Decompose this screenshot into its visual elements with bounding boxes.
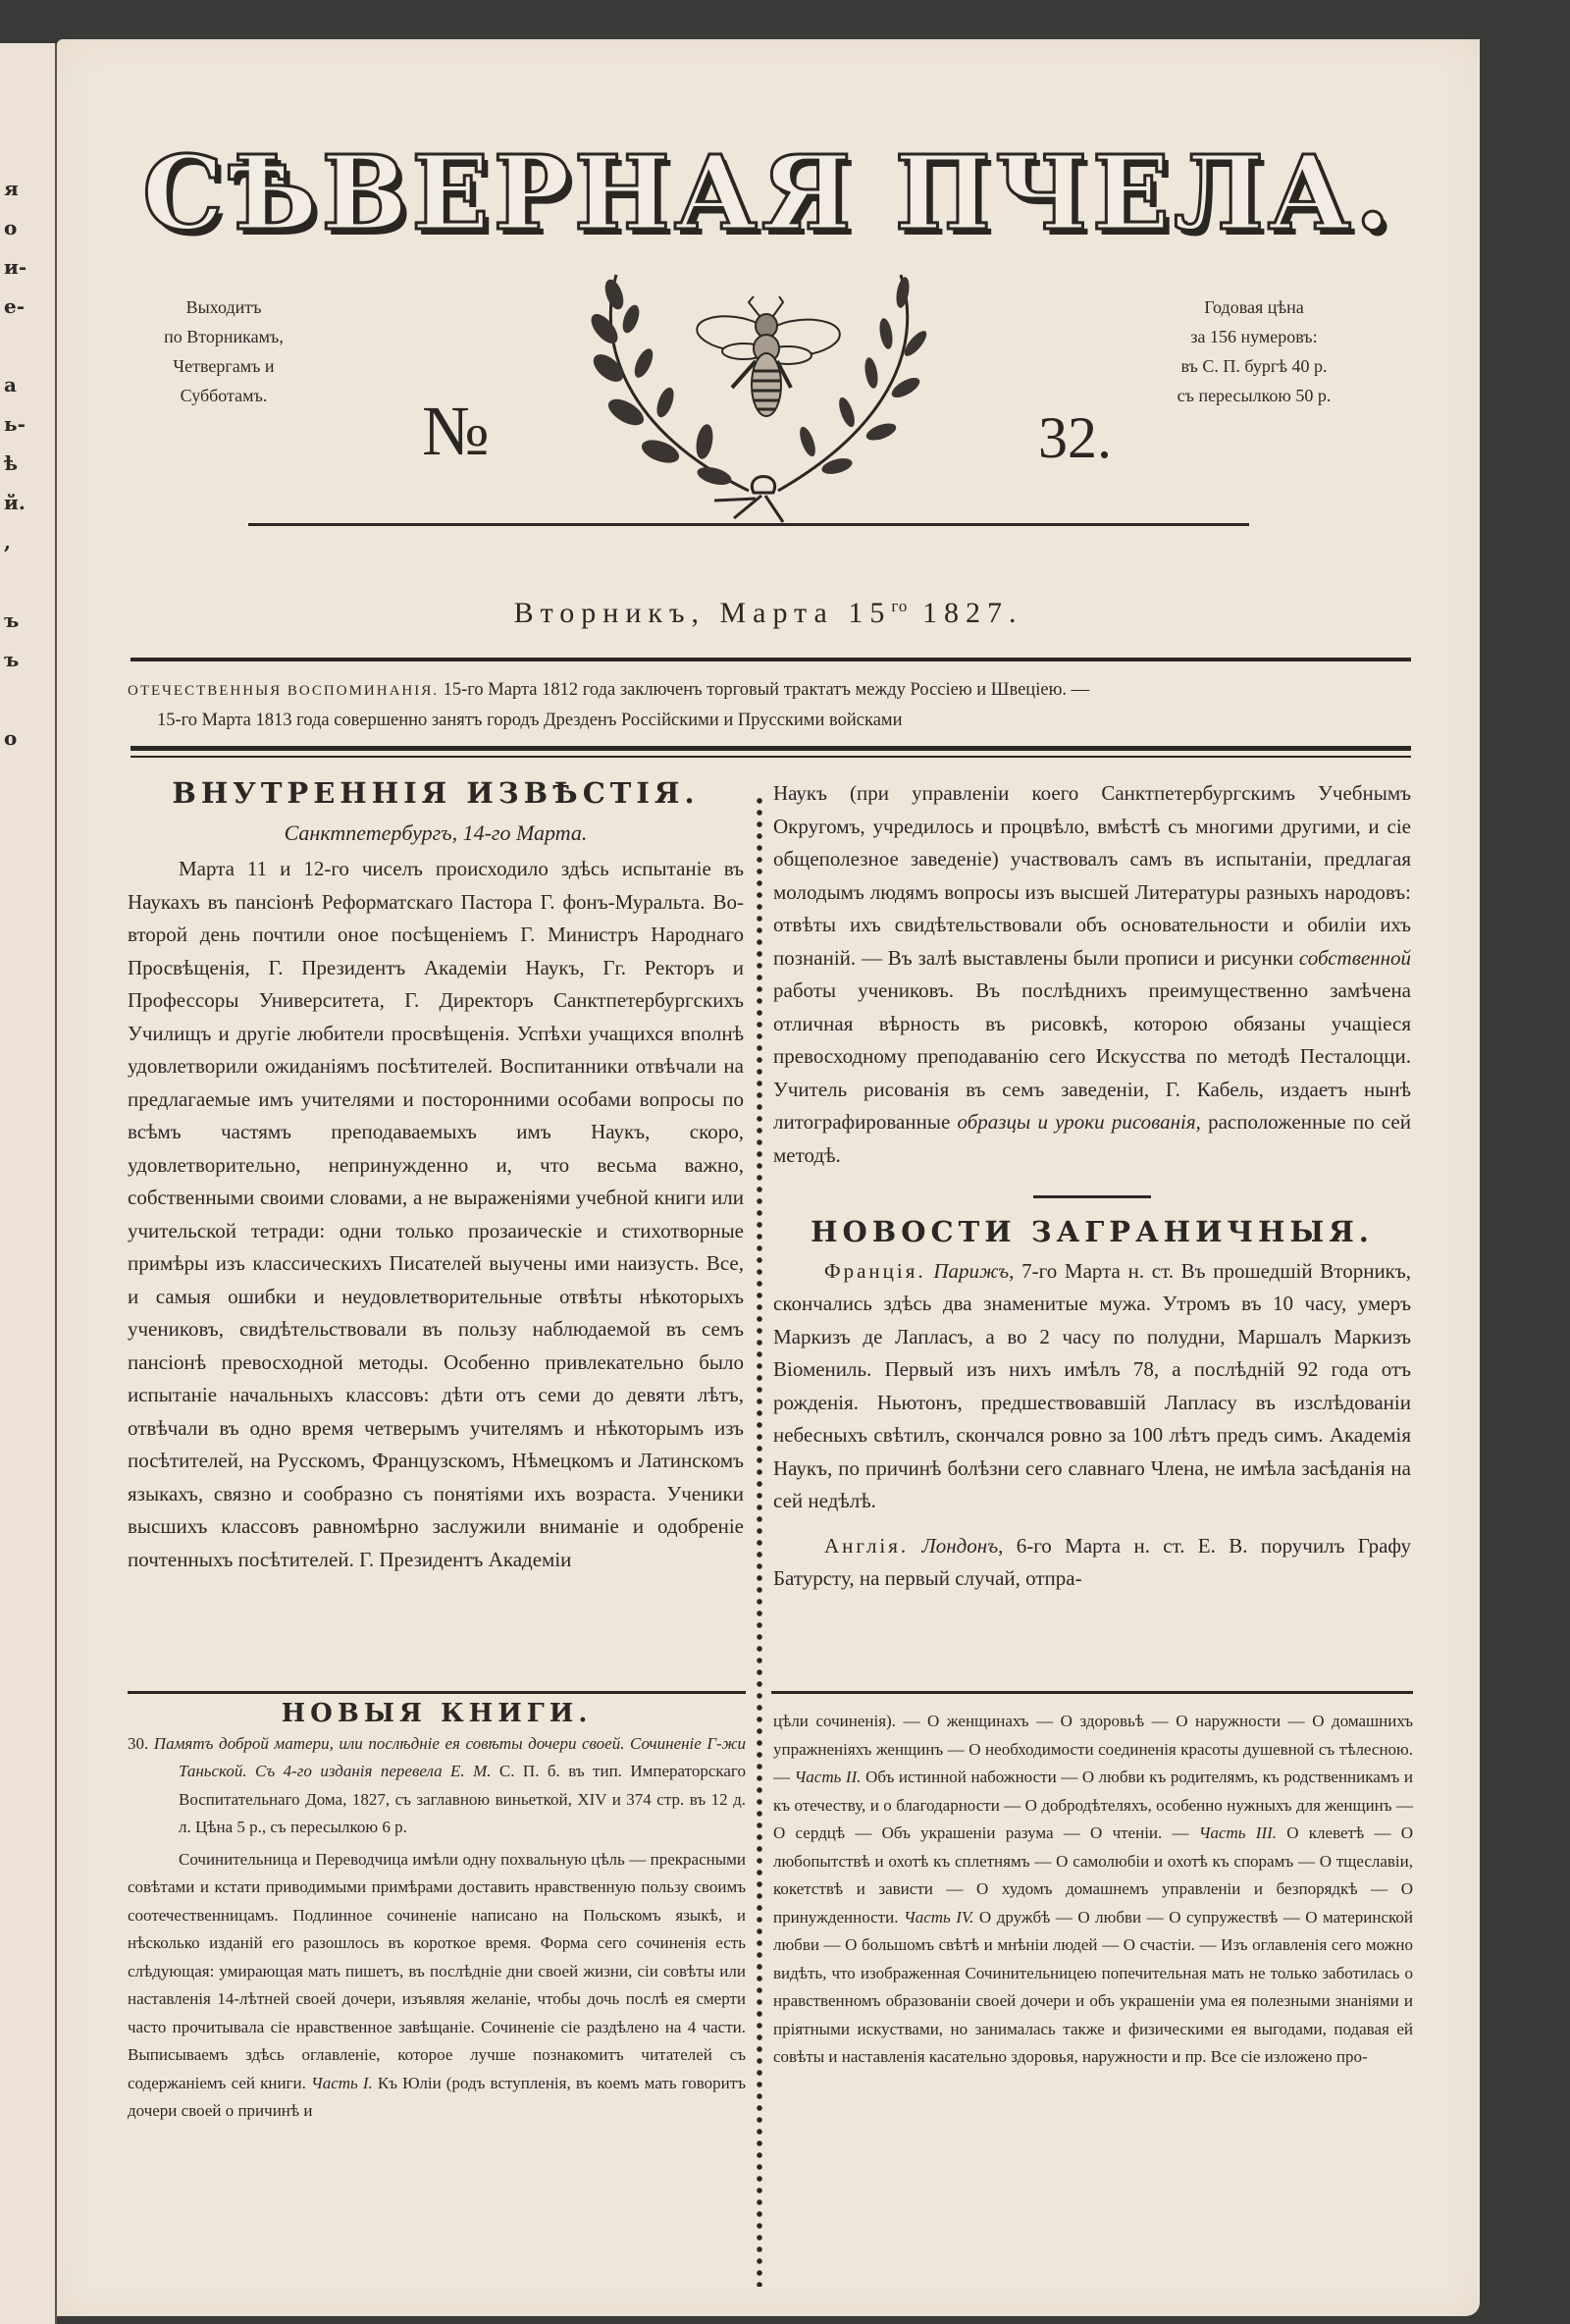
edge-fragment: а xyxy=(4,373,17,396)
new-books-column xyxy=(128,1700,746,2126)
edge-fragment xyxy=(4,561,43,601)
date-year: 1827. xyxy=(921,597,1023,629)
memorial-text: 15-го Марта 1812 года заключенъ торговый трактатъ между Россіею и Швеціею. — xyxy=(443,680,1090,700)
article-text: Наукъ (при управленіи коего Санктпетербургскимъ Учебнымъ Округомъ, учредилось и процвѣло, вмѣстѣ съ многими другими, и сіе общеполезное заведеніе) участвовалъ самъ въ испытаніи, предлагая молодымъ людямъ вопросы изъ высшей Литературы разныхъ народовъ: отвѣты ихъ свидѣтельствовали объ основательности и обиліи ихъ познаній. — Въ залѣ выставлены были прописи и рисунки xyxy=(773,781,1411,970)
review-text: Къ Юліи (родъ вступленія, въ коемъ мать говоритъ дочери своей о причинѣ и xyxy=(128,2073,746,2120)
foreign-news-england xyxy=(773,1530,1411,1596)
review-text: О дружбѣ — О любви — О супружествѣ — О материнской любви — О большомъ свѣтѣ и мнѣніи людей — О счастіи. — Изъ оглавленія сего можно видѣть, что изображенная Сочинительницею попечительная мать не только заботилась о нравственномъ образованіи своей дочери и объ украшеніи ума ея полезными знаніями и пріятными искуствами, но занималась также и физическими ея выгодами, подавая ей совѣты и наставленія касательно здоровья, наружности и пр. Все сіе изложено про- xyxy=(773,1907,1413,2066)
edge-fragment xyxy=(4,679,43,718)
publication-schedule-note xyxy=(150,292,297,410)
country-label: Франція. xyxy=(824,1258,926,1283)
book-entry-title: Памятъ доброй матери, или послѣдніе ея совѣты дочери своей. Сочиненіе Г-жи Таньской. Съ 4-го изданія перевела Е. М. xyxy=(153,1733,747,1780)
edge-fragment: я xyxy=(4,177,19,200)
date-day-suffix: го xyxy=(891,597,909,615)
section-divider-short xyxy=(1033,1195,1151,1198)
bee-wreath-emblem-icon xyxy=(587,265,960,530)
schedule-line: Четвергамъ и xyxy=(173,356,275,376)
date-day: 15 xyxy=(848,597,892,629)
masthead-title: СѢВЕРНАЯ ПЧЕЛА. xyxy=(142,132,1394,253)
schedule-line: Субботамъ. xyxy=(180,386,268,405)
city-label: Парижъ xyxy=(933,1258,1010,1283)
edge-fragment: ь- xyxy=(4,412,26,436)
book-review-continuation xyxy=(773,1708,1413,2072)
article-text: работы учениковъ. Въ послѣднихъ преимущественно замѣчена отличная вѣрность въ рисовкѣ, которою обязаны учащіеся превосходному преподаванію сего Искусства по методѣ Песталоцци. Учитель рисованія въ семъ заведеніи, Г. Кабель, издаетъ нынѣ литографированные xyxy=(773,978,1411,1134)
edge-fragment xyxy=(4,326,43,365)
annual-price-note xyxy=(1156,292,1352,410)
issue-number: 32. xyxy=(1038,405,1112,470)
country-label: Англія. xyxy=(824,1533,910,1558)
article-text: , расположенные по сей методѣ. xyxy=(773,1110,1411,1167)
books-divider-right xyxy=(771,1691,1413,1694)
memorial-divider xyxy=(131,746,1411,751)
date-month: Марта xyxy=(719,597,834,629)
memorial-label: ОТЕЧЕСТВЕННЫЯ ВОСПОМИНАНІЯ. xyxy=(128,683,440,699)
schedule-line: по Вторникамъ, xyxy=(164,327,284,346)
news-article-body: Марта 11 и 12-го чиселъ происходило здѣсь испытаніе въ Наукахъ въ пансіонѣ Реформатскаго Пастора Г. фонъ-Муральта. Во-второй день почтили оное посѣщеніемъ Г. Министръ Народнаго Просвѣщенія, Г. Президентъ Академіи Наукъ, Гг. Ректоръ и Профессоры Университета, Г. Директоръ Санктпетербургскихъ Училищъ и другіе любители просвѣщенія. Успѣхи учащихся вполнѣ удовлетворили ожиданіямъ посѣтителей. Воспитанники отвѣчали на предлагаемые имъ учителями и посторонними особами вопросы по всѣмъ частямъ преподаваемыхъ имъ Наукъ, скоро, удовлетворительно, непринужденно и, что весьма важно, собственными своими словами, а не выраженіями учебной книги или учительской тетради: одни только прозаическіе и стихотворные примѣры изъ классическихъ Писателей выучены ими наизусть. Все, и самыя ошибки и неудовлетворительные отвѣты нѣкоторыхъ учениковъ, свидѣтельствовали въ пользу наблюдаемой въ семъ пансіонѣ превосходной методы. Особенно привлекательно было испытаніе начальныхъ классовъ: дѣти отъ семи до девяти лѣтъ, отвѣчали въ одно время четверымъ учителямъ и нѣкоторымъ изъ посѣтителей, на Русскомъ, Французскомъ, Нѣмецкомъ и Латинскомъ языкахъ, связно и сообразно съ понятіями ихъ возраста. Ученики высшихъ классовъ равномѣрно заслужили вниманіе и одобреніе почтенныхъ посѣтителей. Г. Президентъ Академіи xyxy=(128,857,744,1571)
memorial-text: 15-го Марта 1813 года совершенно занятъ городъ Дрезденъ Россійскими и Прусскими войсками xyxy=(157,711,903,730)
news-dateline: Санктпетербургъ, 14-го Марта. xyxy=(284,819,588,845)
memorial-divider-thin xyxy=(131,756,1411,758)
review-part-label: Часть III. xyxy=(1198,1823,1278,1842)
edge-fragment: е- xyxy=(4,294,26,318)
review-text: цѣли сочиненія). — О женщинахъ — О здоровьѣ — О наружности — О домашнихъ упражненіяхъ женщинъ — О необходимости соединенія красоты душевной съ тѣлесною. — xyxy=(773,1712,1413,1786)
date-divider xyxy=(131,658,1411,661)
new-books-continuation xyxy=(773,1708,1413,2072)
book-entry-details: С. П. б. въ тип. Императорскаго Воспитательнаго Дома, 1827, съ заглавною виньеткой, XIV и 374 стр. въ 12 д. л. Цѣна 5 р., съ пересылкою 6 р. xyxy=(179,1762,746,1836)
internal-news-column xyxy=(128,777,744,1576)
price-line: Годовая цѣна xyxy=(1204,297,1304,317)
article-text: , 7-го Марта н. ст. Въ прошедшій Вторникъ, скончались здѣсь два знаменитые мужа. Утромъ въ 10 часу, умеръ Маркизъ де Лапласъ, а во 2 часу по полудни, Маршалъ Маркизъ Віомениль. Первый изъ нихъ имѣлъ 78, а послѣдній 92 года отъ рожденія. Ньютонъ, предшествовавшій Лапласу въ изслѣдованіи небесныхъ свѣтилъ, скончался ровно за 100 лѣтъ предъ симъ. Академія Наукъ, по причинѣ болѣзни сего славнаго Члена, не имѣла засѣданія на сей недѣлѣ. xyxy=(773,1258,1411,1512)
price-line: съ пересылкою 50 р. xyxy=(1177,386,1332,405)
review-part-label: Часть I. xyxy=(310,2073,373,2092)
review-part-label: Часть IV. xyxy=(903,1907,974,1927)
historical-memorial-note xyxy=(128,675,1413,735)
book-entry xyxy=(128,1730,746,1842)
books-divider xyxy=(128,1691,746,1694)
edge-fragment: ъ xyxy=(4,648,20,671)
masthead-divider xyxy=(248,523,1249,526)
section-title-new-books: НОВЫЯ КНИГИ. xyxy=(281,1699,593,1728)
number-sign: № xyxy=(422,392,490,470)
price-line: за 156 нумеровъ: xyxy=(1190,327,1318,346)
news-article-continuation xyxy=(773,777,1411,1172)
edge-fragment: о xyxy=(4,726,18,750)
article-text: , 6-го Марта н. ст. Е. В. поручилъ Графу Батурсту, на первый случай, отпра- xyxy=(773,1533,1411,1590)
section-title-foreign-news: НОВОСТИ ЗАГРАНИЧНЫЯ. xyxy=(811,1215,1374,1248)
book-entry-number: 30. xyxy=(128,1733,149,1753)
edge-fragment: ъ xyxy=(4,608,20,632)
price-line: въ С. П. бургѣ 40 р. xyxy=(1180,356,1328,376)
newspaper-page xyxy=(57,39,1480,2316)
internal-news-continuation xyxy=(773,777,1411,1596)
city-label: Лондонъ xyxy=(921,1533,999,1558)
book-review-text xyxy=(128,1846,746,2126)
date-weekday: Вторникъ, xyxy=(513,597,706,629)
review-text: О клеветѣ — О любопытствѣ и охотѣ къ сплетнямъ — О самолюбіи и охотѣ къ спорамъ — О тщеславіи, кокетствѣ и зависти — О худомъ домашнемъ управленіи и безпорядкѣ — О принужденности. xyxy=(773,1823,1413,1927)
foreign-news-france xyxy=(773,1255,1411,1518)
edge-fragment: й. xyxy=(4,491,26,514)
review-text: Сочинительница и Переводчица имѣли одну похвальную цѣль — прекрасными совѣтами и кстати приводимыми примѣрами доставить нравственную пользу своимъ соотечественницамъ. Подлинное сочиненіе написано на Польскомъ языкѣ, и нѣсколько изданій его разошлось въ короткое время. Форма сего сочиненія есть слѣдующая: умирающая мать пишетъ, въ послѣдніе дни своей жизни, сіи совѣты или наставленія 14-лѣтней своей дочери, изъявляя желаніе, чтобы дочь послѣ ея смерти часто прочитывала сіе нравственное завѣщаніе. Сочиненіе сіе раздѣлено на 4 части. Выписываемъ здѣсь оглавленіе, которое лучше познакомитъ читателей съ содержаніемъ сей книги. xyxy=(128,1849,746,2092)
edge-fragment: , xyxy=(4,530,11,554)
edge-fragment: о xyxy=(4,216,18,239)
issue-date xyxy=(57,597,1480,630)
column-separator xyxy=(756,795,763,2287)
article-italic-text: собственной xyxy=(1298,945,1411,970)
review-text: Объ истинной набожности — О любви къ родителямъ, къ родственникамъ и къ отечеству, и о благодарности — О добродѣтеляхъ, особенно нужныхъ для женщинъ — О сердцѣ — Объ украшеніи разума — О чтеніи. — xyxy=(773,1768,1414,1842)
review-part-label: Часть II. xyxy=(794,1768,862,1786)
edge-fragment: и- xyxy=(4,255,27,279)
schedule-line: Выходитъ xyxy=(185,297,262,317)
previous-page-text-fragments xyxy=(4,169,43,758)
previous-page-edge xyxy=(0,43,57,2324)
edge-fragment: ѣ xyxy=(4,451,19,475)
section-title-internal-news: ВНУТРЕННІЯ ИЗВѢСТІЯ. xyxy=(172,776,700,810)
article-italic-text: образцы и уроки рисованія xyxy=(957,1110,1196,1134)
